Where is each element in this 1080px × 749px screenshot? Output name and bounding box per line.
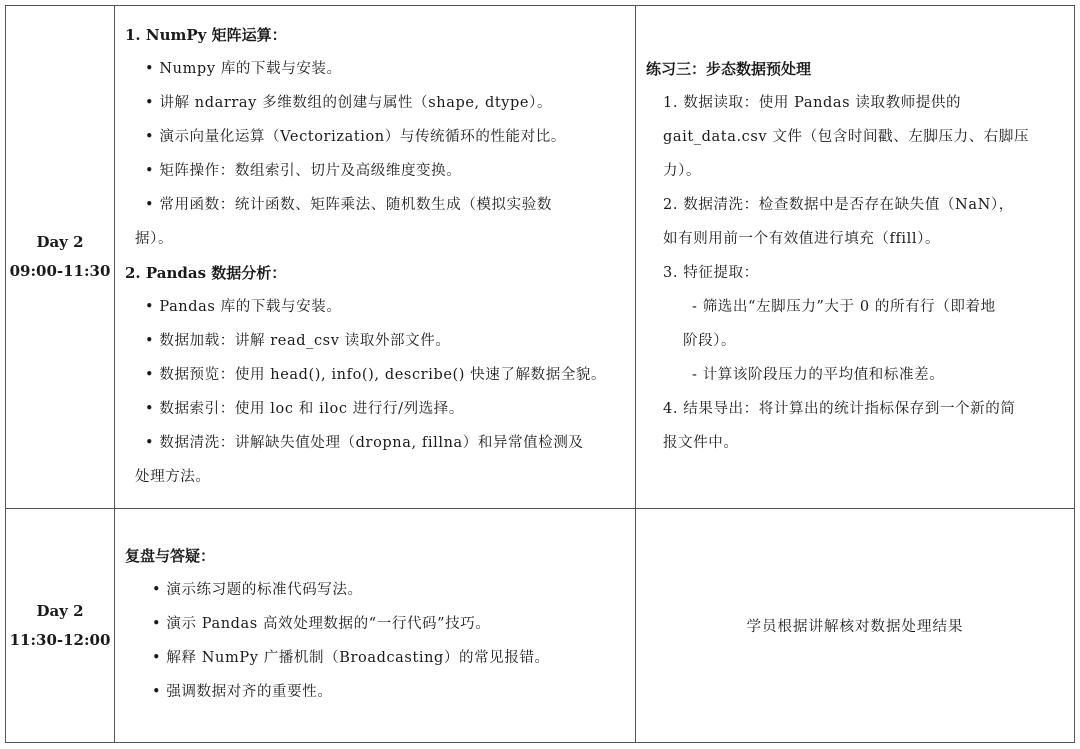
list-item: • 解释 NumPy 广播机制（Broadcasting）的常见报错。 [152, 650, 550, 666]
list-item: • 演示 Pandas 高效处理数据的“一行代码”技巧。 [152, 616, 491, 632]
list-item: • 演示向量化运算（Vectorization）与传统循环的性能对比。 [145, 129, 566, 145]
time-range: 11:30-12:00 [9, 630, 111, 649]
day-label: Day 2 [36, 601, 84, 620]
exercise-line: 3. 特征提取： [663, 265, 759, 281]
review-title: 复盘与答疑： [125, 547, 216, 565]
exercise-subline: - 计算该阶段压力的平均值和标准差。 [692, 367, 945, 383]
exercise-title: 练习三：步态数据预处理 [646, 60, 812, 78]
exercise-line: gait_data.csv 文件（包含时间戳、左脚压力、右脚压 [663, 129, 1030, 145]
exercise-line: 如有则用前一个有效值进行填充（ffill）。 [663, 231, 941, 247]
exercise-cell [636, 6, 1075, 509]
exercise-line: 报文件中。 [663, 435, 739, 451]
schedule-row-review [6, 509, 1075, 743]
content-cell [115, 6, 636, 509]
time-range: 09:00-11:30 [9, 262, 111, 280]
list-item: • 数据加载：讲解 read_csv 读取外部文件。 [145, 333, 451, 349]
list-item: • 数据索引：使用 loc 和 iloc 进行行/列选择。 [145, 401, 464, 417]
list-item: • Numpy 库的下载与安装。 [145, 61, 342, 77]
exercise-line: 2. 数据清洗：检查数据中是否存在缺失值（NaN）， [663, 197, 1014, 213]
schedule-table [5, 5, 1075, 743]
list-item-continued: 处理方法。 [135, 469, 211, 485]
review-note: 学员根据讲解核对数据处理结果 [746, 619, 964, 635]
exercise-line: 1. 数据读取：使用 Pandas 读取教师提供的 [663, 95, 962, 111]
list-item: • 数据清洗：讲解缺失值处理（dropna, fillna）和异常值检测及 [145, 435, 584, 451]
list-item: • 常用函数：统计函数、矩阵乘法、随机数生成（模拟实验数 [145, 197, 552, 213]
exercise-subline: - 筛选出“左脚压力”大于 0 的所有行（即着地 [692, 299, 996, 315]
list-item: • 讲解 ndarray 多维数组的创建与属性（shape, dtype）。 [145, 95, 553, 111]
list-item: • 矩阵操作：数组索引、切片及高级维度变换。 [145, 163, 462, 179]
list-item: • 演示练习题的标准代码写法。 [152, 582, 363, 598]
time-cell [6, 6, 115, 509]
list-item: • Pandas 库的下载与安装。 [145, 299, 342, 315]
exercise-line: 4. 结果导出：将计算出的统计指标保存到一个新的简 [663, 401, 1016, 417]
content-cell [115, 509, 636, 743]
exercise-subline: 阶段）。 [683, 333, 737, 349]
section-title-pandas: 2. Pandas 数据分析： [125, 264, 287, 282]
review-note-cell [636, 509, 1075, 743]
schedule-row-morning [6, 6, 1075, 509]
list-item: • 强调数据对齐的重要性。 [152, 684, 333, 700]
day-label: Day 2 [36, 233, 84, 251]
section-title-numpy: 1. NumPy 矩阵运算： [125, 26, 287, 44]
time-cell [6, 509, 115, 743]
exercise-line: 力）。 [663, 163, 702, 179]
list-item-continued: 据）。 [135, 231, 174, 247]
list-item: • 数据预览：使用 head(), info(), describe() 快速了解数据全貌。 [145, 367, 607, 383]
